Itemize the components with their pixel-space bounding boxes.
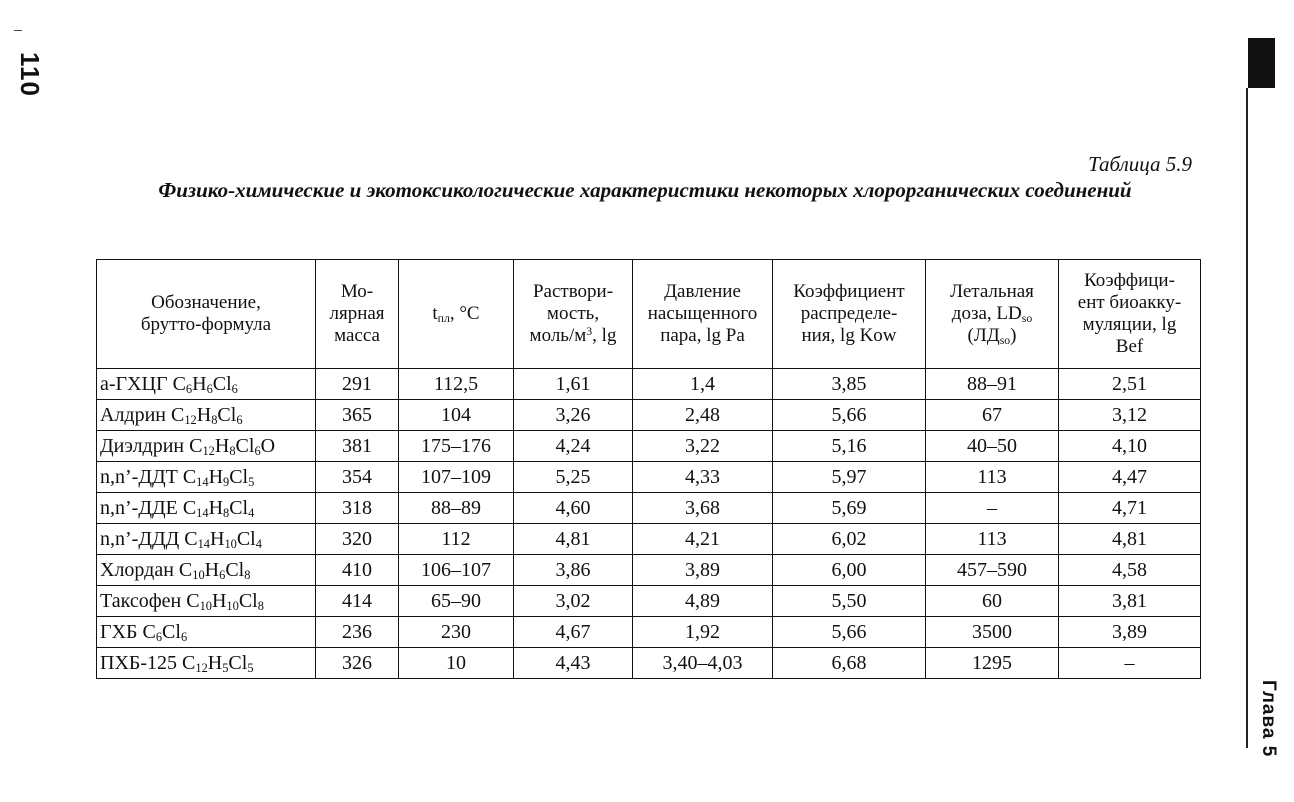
cell-kow: 6,00 xyxy=(773,555,926,586)
cell-solubility: 1,61 xyxy=(514,369,633,400)
cell-ld: 113 xyxy=(926,524,1059,555)
table-row xyxy=(97,493,1201,524)
table-title: Физико-химические и экотоксикологические характеристики некоторых хлорорганических соединений xyxy=(158,178,1132,202)
formula-element: C xyxy=(182,497,197,519)
cell-mass: 365 xyxy=(316,400,399,431)
header-melting-point xyxy=(399,260,514,369)
formula-subscript: 6 xyxy=(206,382,213,397)
cell-pressure: 3,89 xyxy=(633,555,773,586)
header-subscript: пл xyxy=(437,311,450,325)
formula-subscript: 10 xyxy=(226,599,239,614)
cell-ld: 457–590 xyxy=(926,555,1059,586)
table-row xyxy=(97,431,1201,462)
formula-element: H xyxy=(192,373,207,395)
header-text: насыщенного xyxy=(647,303,758,324)
cell-ld: 67 xyxy=(926,400,1059,431)
formula-element: C xyxy=(184,528,198,550)
cell-tmelt: 10 xyxy=(399,648,514,679)
formula-subscript: 10 xyxy=(224,537,237,552)
cell-kow: 5,69 xyxy=(773,493,926,524)
formula-element: C xyxy=(186,590,200,612)
cell-mass: 320 xyxy=(316,524,399,555)
compound-cell xyxy=(97,369,316,400)
table-row xyxy=(97,555,1201,586)
formula-subscript: 10 xyxy=(192,568,205,583)
formula-element: C xyxy=(178,559,193,581)
cell-bef: 3,89 xyxy=(1059,617,1201,648)
header-text: распределе- xyxy=(800,303,898,324)
formula-subscript: 14 xyxy=(197,537,210,552)
formula-element: Cl xyxy=(212,373,232,395)
header-text: ния, lg Kow xyxy=(801,325,897,346)
data-table xyxy=(96,259,1201,679)
formula-element: Cl xyxy=(238,590,258,612)
cell-ld: 1295 xyxy=(926,648,1059,679)
header-superscript: 3 xyxy=(586,325,593,339)
header-partition-coefficient xyxy=(773,260,926,369)
formula-subscript: 6 xyxy=(155,630,163,645)
cell-mass: 318 xyxy=(316,493,399,524)
cell-tmelt: 112,5 xyxy=(399,369,514,400)
formula-subscript: 6 xyxy=(231,382,238,397)
cell-ld: 40–50 xyxy=(926,431,1059,462)
header-text: Коэффици- xyxy=(1084,270,1175,291)
compound-name: Таксофен xyxy=(100,590,182,612)
formula-element: H xyxy=(209,528,225,550)
compound-name: n,n’-ДДТ xyxy=(100,466,178,488)
cell-bef: 4,81 xyxy=(1059,524,1201,555)
formula-element: Cl xyxy=(225,559,245,581)
table-row xyxy=(97,400,1201,431)
cell-tmelt: 175–176 xyxy=(399,431,514,462)
formula-element: C xyxy=(172,373,186,395)
cell-ld: 88–91 xyxy=(926,369,1059,400)
formula-element: H xyxy=(196,404,212,426)
cell-kow: 5,66 xyxy=(773,400,926,431)
compound-cell xyxy=(97,524,316,555)
cell-solubility: 4,60 xyxy=(514,493,633,524)
cell-pressure: 3,68 xyxy=(633,493,773,524)
formula-element: H xyxy=(208,497,224,519)
header-text: доза, LD xyxy=(951,303,1022,324)
formula-subscript: 4 xyxy=(248,506,255,521)
cell-kow: 5,66 xyxy=(773,617,926,648)
compound-name: Хлордан xyxy=(100,559,174,581)
formula-element: C xyxy=(171,404,185,426)
header-text: , lg xyxy=(592,325,617,346)
formula-element: H xyxy=(211,590,227,612)
compound-cell xyxy=(97,431,316,462)
cell-tmelt: 65–90 xyxy=(399,586,514,617)
formula-subscript: 12 xyxy=(202,444,215,459)
formula-element: H xyxy=(204,559,220,581)
cell-kow: 5,97 xyxy=(773,462,926,493)
chapter-label: Глава 5 xyxy=(1258,680,1279,758)
formula-element: Cl xyxy=(162,621,181,643)
cell-tmelt: 106–107 xyxy=(399,555,514,586)
formula-subscript: 14 xyxy=(196,475,209,490)
formula-element: Cl xyxy=(229,497,249,519)
cell-ld: 113 xyxy=(926,462,1059,493)
formula-subscript: 8 xyxy=(229,444,236,459)
formula-subscript: 6 xyxy=(236,413,243,428)
cell-mass: 291 xyxy=(316,369,399,400)
cell-bef: 3,81 xyxy=(1059,586,1201,617)
cell-solubility: 4,81 xyxy=(514,524,633,555)
cell-kow: 6,02 xyxy=(773,524,926,555)
header-text: пара, lg Pa xyxy=(660,325,745,346)
formula-subscript: 6 xyxy=(180,630,188,645)
cell-tmelt: 107–109 xyxy=(399,462,514,493)
formula-element: H xyxy=(214,435,230,457)
formula-element: H xyxy=(207,652,223,674)
cell-solubility: 3,26 xyxy=(514,400,633,431)
table-row xyxy=(97,617,1201,648)
cell-bef: 4,47 xyxy=(1059,462,1201,493)
cell-solubility: 3,86 xyxy=(514,555,633,586)
formula-subscript: 6 xyxy=(254,444,261,459)
compound-cell xyxy=(97,462,316,493)
header-text: Коэффициент xyxy=(793,281,905,302)
compound-name: ГХБ xyxy=(100,621,138,643)
formula-element: C xyxy=(182,652,196,674)
formula-subscript: 4 xyxy=(255,537,262,552)
cell-pressure: 1,92 xyxy=(633,617,773,648)
cell-bef: – xyxy=(1059,648,1201,679)
formula-subscript: 10 xyxy=(199,599,212,614)
cell-pressure: 1,4 xyxy=(633,369,773,400)
compound-cell xyxy=(97,586,316,617)
cell-solubility: 3,02 xyxy=(514,586,633,617)
formula-subscript: 8 xyxy=(211,413,218,428)
cell-bef: 2,51 xyxy=(1059,369,1201,400)
cell-pressure: 4,33 xyxy=(633,462,773,493)
formula-element: C xyxy=(142,621,156,643)
cell-bef: 4,71 xyxy=(1059,493,1201,524)
cell-pressure: 3,40–4,03 xyxy=(633,648,773,679)
cell-mass: 414 xyxy=(316,586,399,617)
cell-mass: 410 xyxy=(316,555,399,586)
formula-element: Cl xyxy=(217,404,237,426)
table-header-row xyxy=(97,260,1201,369)
cell-pressure: 3,22 xyxy=(633,431,773,462)
header-subscript: so xyxy=(1021,311,1033,325)
compound-cell xyxy=(97,555,316,586)
cell-kow: 5,16 xyxy=(773,431,926,462)
table-label: Таблица 5.9 xyxy=(1088,152,1192,176)
cell-mass: 354 xyxy=(316,462,399,493)
formula-subscript: 8 xyxy=(257,599,264,614)
compound-cell xyxy=(97,400,316,431)
cell-solubility: 4,67 xyxy=(514,617,633,648)
margin-mark xyxy=(14,30,22,31)
formula-subscript: 12 xyxy=(184,413,197,428)
cell-ld: 60 xyxy=(926,586,1059,617)
compound-name: ПХБ-125 xyxy=(100,652,178,674)
formula-element: C xyxy=(182,466,197,488)
cell-solubility: 5,25 xyxy=(514,462,633,493)
header-text: Мо- xyxy=(340,281,374,302)
formula-element: Cl xyxy=(228,652,248,674)
header-molar-mass xyxy=(316,260,399,369)
cell-solubility: 4,43 xyxy=(514,648,633,679)
header-vapor-pressure xyxy=(633,260,773,369)
header-text: t xyxy=(432,303,438,324)
cell-solubility: 4,24 xyxy=(514,431,633,462)
formula-subscript: 5 xyxy=(247,661,254,676)
table-row xyxy=(97,462,1201,493)
table-row xyxy=(97,524,1201,555)
cell-mass: 381 xyxy=(316,431,399,462)
header-bioaccumulation xyxy=(1059,260,1201,369)
header-text: ) xyxy=(1010,325,1017,346)
formula-element: O xyxy=(260,435,276,457)
cell-pressure: 2,48 xyxy=(633,400,773,431)
cell-kow: 5,50 xyxy=(773,586,926,617)
cell-tmelt: 230 xyxy=(399,617,514,648)
header-text: Bef xyxy=(1115,336,1144,357)
formula-element: C xyxy=(189,435,203,457)
formula-element: Cl xyxy=(235,435,255,457)
cell-tmelt: 112 xyxy=(399,524,514,555)
formula-subscript: 5 xyxy=(222,661,229,676)
header-text: , °C xyxy=(449,303,480,324)
header-text: Раствори- xyxy=(532,281,614,302)
formula-element: Cl xyxy=(236,528,256,550)
formula-subscript: 8 xyxy=(223,506,230,521)
cell-pressure: 4,89 xyxy=(633,586,773,617)
formula-subscript: 6 xyxy=(185,382,193,397)
compound-name: Диэлдрин xyxy=(100,435,185,457)
header-text: масса xyxy=(334,325,380,346)
cell-tmelt: 104 xyxy=(399,400,514,431)
header-text: ент биоакку- xyxy=(1077,292,1182,313)
header-designation xyxy=(97,260,316,369)
cell-ld: 3500 xyxy=(926,617,1059,648)
header-lethal-dose xyxy=(926,260,1059,369)
compound-name: а-ГХЦГ xyxy=(100,373,168,395)
formula-subscript: 5 xyxy=(248,475,255,490)
cell-pressure: 4,21 xyxy=(633,524,773,555)
table-body xyxy=(97,369,1201,679)
table-row xyxy=(97,586,1201,617)
cell-kow: 3,85 xyxy=(773,369,926,400)
cell-kow: 6,68 xyxy=(773,648,926,679)
compound-cell xyxy=(97,493,316,524)
cell-tmelt: 88–89 xyxy=(399,493,514,524)
compound-name: n,n’-ДДД xyxy=(100,528,180,550)
header-text: Летальная xyxy=(950,281,1034,302)
formula-element: H xyxy=(208,466,224,488)
cell-bef: 4,58 xyxy=(1059,555,1201,586)
header-text: мость, xyxy=(546,303,600,324)
header-text: Давление xyxy=(664,281,741,302)
header-solubility xyxy=(514,260,633,369)
table-row xyxy=(97,369,1201,400)
cell-ld: – xyxy=(926,493,1059,524)
formula-subscript: 6 xyxy=(219,568,226,583)
header-text: Обозначение, xyxy=(151,292,261,313)
formula-subscript: 8 xyxy=(244,568,251,583)
cell-mass: 236 xyxy=(316,617,399,648)
header-text: (ЛД xyxy=(967,325,1000,346)
chapter-edge-line xyxy=(1246,88,1248,748)
compound-name: Алдрин xyxy=(100,404,167,426)
formula-subscript: 12 xyxy=(195,661,208,676)
page-number: 110 xyxy=(15,52,45,97)
formula-subscript: 9 xyxy=(223,475,230,490)
chapter-edge-tab xyxy=(1248,38,1275,88)
header-text: моль/м xyxy=(529,325,587,346)
cell-bef: 4,10 xyxy=(1059,431,1201,462)
compound-cell xyxy=(97,648,316,679)
formula-element: Cl xyxy=(229,466,249,488)
header-text: брутто-формула xyxy=(140,314,272,335)
cell-mass: 326 xyxy=(316,648,399,679)
formula-subscript: 14 xyxy=(196,506,209,521)
compound-cell xyxy=(97,617,316,648)
header-subscript: so xyxy=(999,333,1011,347)
table-row xyxy=(97,648,1201,679)
header-text: лярная xyxy=(329,303,385,324)
compound-name: n,n’-ДДЕ xyxy=(100,497,178,519)
header-text: муляции, lg xyxy=(1082,314,1177,335)
cell-bef: 3,12 xyxy=(1059,400,1201,431)
